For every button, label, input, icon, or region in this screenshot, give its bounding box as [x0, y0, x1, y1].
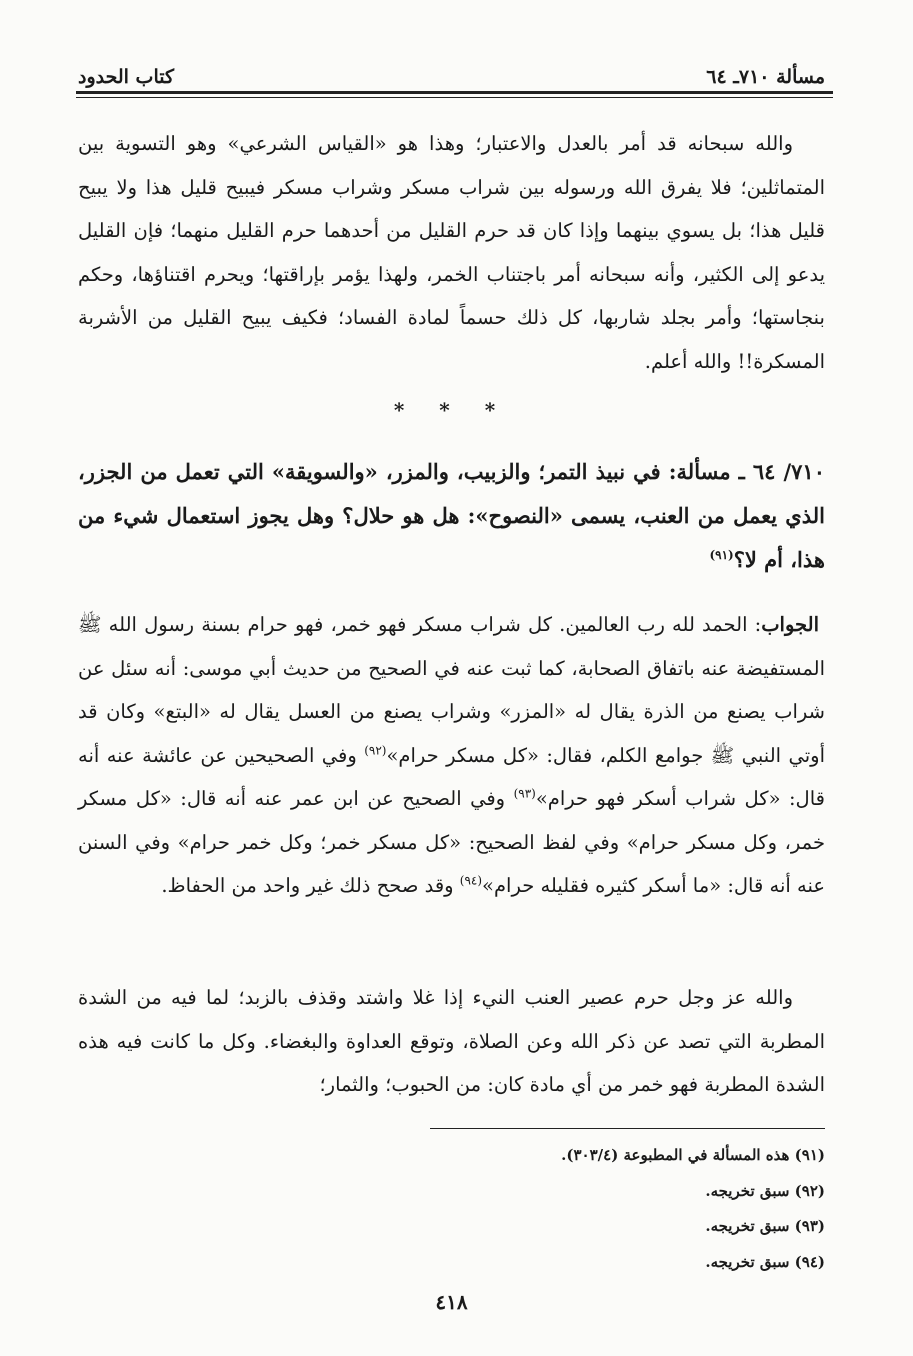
section-separator: * * *: [393, 398, 510, 422]
answer-paragraph: [78, 603, 825, 908]
answer-text-1: : الحمد لله رب العالمين. كل شراب مسكر فهو خمر، فهو حرام بسنة رسول الله ﷺ المستفيضة عنه باتفاق الصحابة، كما ثبت عنه في الصحيح من حديث أبي موسى: أنه سئل عن شراب يصنع من الذرة يقال له «المزر» وشراب يصنع من العسل يقال له «البتع» وكان قد أوتي النبي ﷺ جوامع الكلم، فقال: «كل مسكر حرام»: [78, 613, 825, 767]
footnote-92: (٩٢) سبق تخريجه.: [705, 1181, 825, 1200]
header-rule-thin: [76, 97, 833, 98]
header-rule-thick: [76, 91, 833, 94]
footnote-rule: [430, 1128, 825, 1129]
footnote-ref-93[interactable]: (٩٣): [513, 786, 536, 801]
question-number: ٧١٠/ ٦٤ ـ مسألة:: [660, 459, 825, 484]
answer-text-2: وفي الصحيحين عن عائشة عنه أنه قال: «كل شراب أسكر فهو حرام»: [78, 743, 825, 810]
book-page: [78, 0, 825, 1356]
paragraph-1: والله سبحانه قد أمر بالعدل والاعتبار؛ وهذا هو «القياس الشرعي» وهو التسوية بين المتماثلين؛ فلا يفرق الله ورسوله بين شراب مسكر وشراب مسكر فيبيح قليل هذا ولا يبيح قليل هذا؛ بل يسوي بينهما وإذا كان قد حرم القليل من أحدهما حرم القليل منهما؛ فإن القليل يدعو إلى الكثير، وأنه سبحانه أمر باجتناب الخمر، ولهذا يؤمر بإراقتها؛ ويحرم اقتناؤها، وحكم بنجاستها؛ وأمر بجلد شاربها، كل ذلك حسماً لمادة الفساد؛ فكيف يبيح القليل من الأشربة المسكرة!! والله أعلم.: [78, 132, 825, 373]
running-head-book: كتاب الحدود: [78, 66, 175, 88]
footnotes: [78, 1138, 825, 1280]
footnote-93: (٩٣) سبق تخريجه.: [705, 1217, 825, 1235]
question-text: في نبيذ التمر؛ والزبيب، والمزر، «والسويقة» التي تعمل من الجزر، الذي يعمل من العنب، يسمى «النصوح»: هل هو حلال؟ وهل يجوز استعمال شيء من هذا، أم لا؟: [78, 459, 825, 572]
answer-lead: الجواب: [761, 613, 819, 636]
page-number: ٤١٨: [435, 1290, 468, 1314]
running-head-issue: مسألة ٧١٠ـ ٦٤: [706, 66, 825, 88]
footnote-ref-94[interactable]: (٩٤): [459, 873, 483, 888]
footnote-ref-92[interactable]: (٩٢): [364, 743, 387, 757]
footnote-91: (٩١) هذه المسألة في المطبوعة (٣٠٣/٤).: [561, 1146, 825, 1164]
question-heading: [78, 450, 825, 582]
paragraph-3: والله عز وجل حرم عصير العنب النيء إذا غلا واشتد وقذف بالزبد؛ لما فيه من الشدة المطربة التي تصد عن ذكر الله وعن الصلاة، وتوقع العداوة والبغضاء. وكل ما كانت فيه هذه الشدة المطربة فهو خمر من أي مادة كان: من الحبوب؛ والثمار؛: [78, 986, 825, 1096]
running-head: [78, 58, 825, 88]
answer-text-4: وقد صحح ذلك غير واحد من الحفاظ.: [161, 874, 460, 897]
footnote-ref-91[interactable]: (٩١): [709, 548, 734, 562]
answer-text-3: وفي الصحيح عن ابن عمر عنه أنه قال: «كل مسكر خمر، وكل مسكر حرام» وفي لفظ الصحيح: «كل مسكر خمر؛ وكل خمر حرام» وفي السنن عنه أنه قال: «ما أسكر كثيره فقليله حرام»: [78, 787, 825, 897]
footnote-94: (٩٤) سبق تخريجه.: [705, 1252, 825, 1271]
